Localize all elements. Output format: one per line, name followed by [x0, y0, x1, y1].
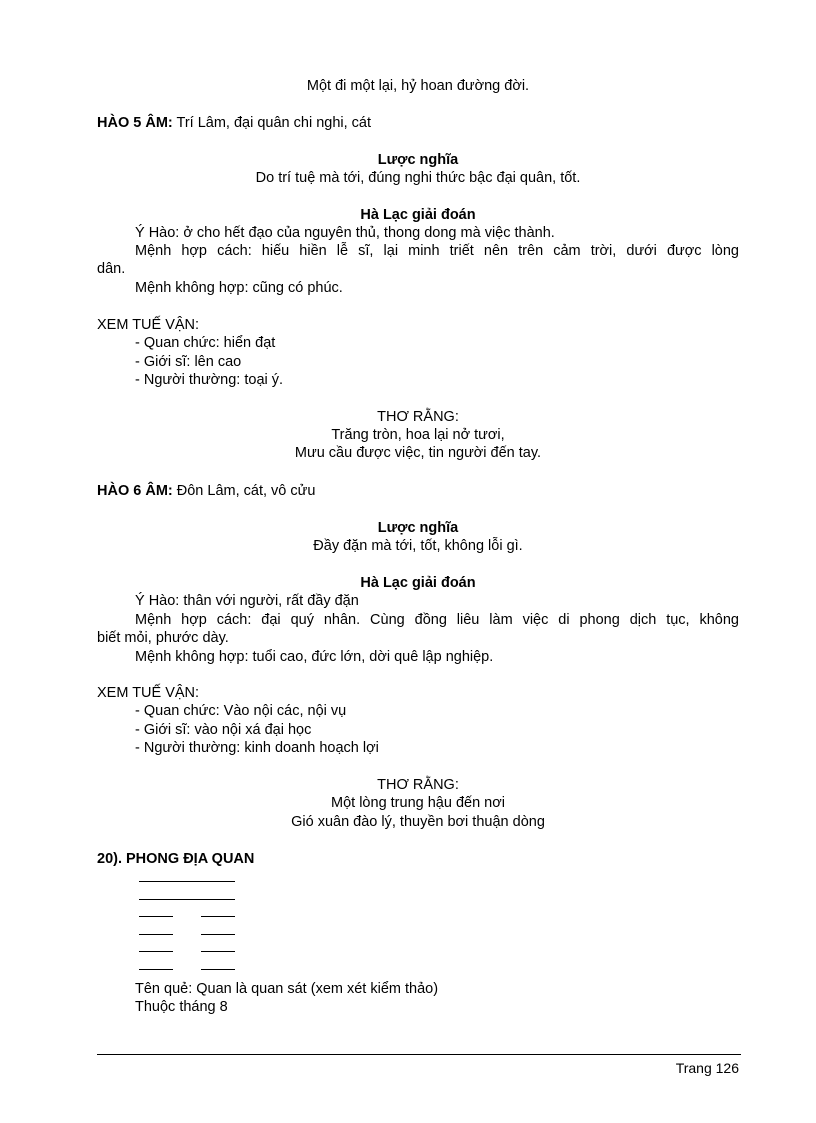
hao6-heading-label: HÀO 6 ÂM:: [97, 483, 173, 499]
hexagram-yin-segment: [201, 934, 235, 935]
hao6-xem-item: - Giới sĩ: vào nội xá đại học: [135, 722, 312, 738]
hao5-menh-khong: Mệnh không hợp: cũng có phúc.: [135, 280, 343, 296]
hao6-menh-hop-2: biết mỏi, phước dày.: [97, 630, 229, 646]
hexagram-yang-line: [139, 899, 235, 900]
hao5-xem-item: - Giới sĩ: lên cao: [135, 354, 242, 370]
hao5-menh-hop-1: Mệnh hợp cách: hiếu hiền lễ sĩ, lại minh triết nên trên cảm trời, dưới được lòng: [135, 243, 739, 259]
hao5-xem-item: - Người thường: toại ý.: [135, 372, 284, 388]
hao6-menh-khong: Mệnh không hợp: tuổi cao, đức lớn, dời quê lập nghiệp.: [135, 649, 494, 665]
hao5-halac-title: Hà Lạc giải đoán: [360, 207, 476, 223]
hao6-luoc-text: Đầy đặn mà tới, tốt, không lỗi gì.: [313, 538, 523, 554]
hexagram-yin-segment: [139, 916, 173, 917]
hao5-luoc-title: Lược nghĩa: [377, 152, 459, 168]
page-number: Trang 126: [675, 1060, 739, 1076]
hao6-halac-title: Hà Lạc giải đoán: [360, 575, 476, 591]
hao5-tho-title: THƠ RẰNG:: [377, 409, 459, 425]
hao6-tho-title: THƠ RẰNG:: [377, 777, 459, 793]
hao6-xem-item: - Người thường: kinh doanh hoạch lợi: [135, 740, 379, 756]
hao5-heading: [97, 114, 371, 132]
hexagram-diagram: [97, 870, 297, 970]
hao5-luoc-text: Do trí tuệ mà tới, đúng nghi thức bậc đại quân, tốt.: [255, 170, 581, 186]
hao6-heading-text: Đôn Lâm, cát, vô cửu: [172, 483, 316, 499]
hao6-y-hao: Ý Hào: thân với người, rất đầy đặn: [135, 593, 359, 609]
hexagram-yin-segment: [139, 969, 173, 970]
hao5-menh-hop-2: dân.: [97, 261, 126, 277]
hao5-tho-line: Mưu cầu được việc, tin người đến tay.: [294, 445, 542, 461]
hao6-luoc-title: Lược nghĩa: [377, 520, 459, 536]
section-title: 20). PHONG ĐỊA QUAN: [97, 851, 255, 867]
thuoc-thang: Thuộc tháng 8: [135, 999, 228, 1015]
document-page: [97, 0, 739, 1123]
hao5-xem-title: XEM TUẾ VẬN:: [97, 317, 200, 333]
hao6-menh-hop-1: Mệnh hợp cách: đại quý nhân. Cùng đồng liêu làm việc di phong dịch tục, không: [135, 612, 739, 628]
ten-que: Tên quẻ: Quan là quan sát (xem xét kiểm thảo): [135, 981, 439, 997]
hexagram-yang-line: [139, 881, 235, 882]
hexagram-yin-segment: [139, 951, 173, 952]
hao5-y-hao: Ý Hào: ở cho hết đạo của nguyên thủ, thong dong mà việc thành.: [135, 225, 555, 241]
hao6-xem-title: XEM TUẾ VẬN:: [97, 685, 200, 701]
hao5-heading-label: HÀO 5 ÂM:: [97, 115, 173, 131]
hao5-tho-line: Trăng tròn, hoa lại nở tươi,: [331, 427, 505, 443]
footer-divider: [97, 1054, 741, 1055]
poem-line: Một đi một lại, hỷ hoan đường đời.: [306, 78, 530, 94]
hao6-tho-line: Một lòng trung hậu đến nơi: [331, 795, 505, 811]
hexagram-yin-segment: [201, 969, 235, 970]
hao5-xem-item: - Quan chức: hiển đạt: [135, 335, 276, 351]
hexagram-yin-segment: [139, 934, 173, 935]
hexagram-yin-segment: [201, 916, 235, 917]
hao6-heading: [97, 482, 315, 500]
hexagram-yin-segment: [201, 951, 235, 952]
hao5-heading-text: Trí Lâm, đại quân chi nghi, cát: [172, 115, 372, 131]
hao6-xem-item: - Quan chức: Vào nội các, nội vụ: [135, 703, 347, 719]
hao6-tho-line: Gió xuân đào lý, thuyền bơi thuận dòng: [291, 814, 545, 830]
